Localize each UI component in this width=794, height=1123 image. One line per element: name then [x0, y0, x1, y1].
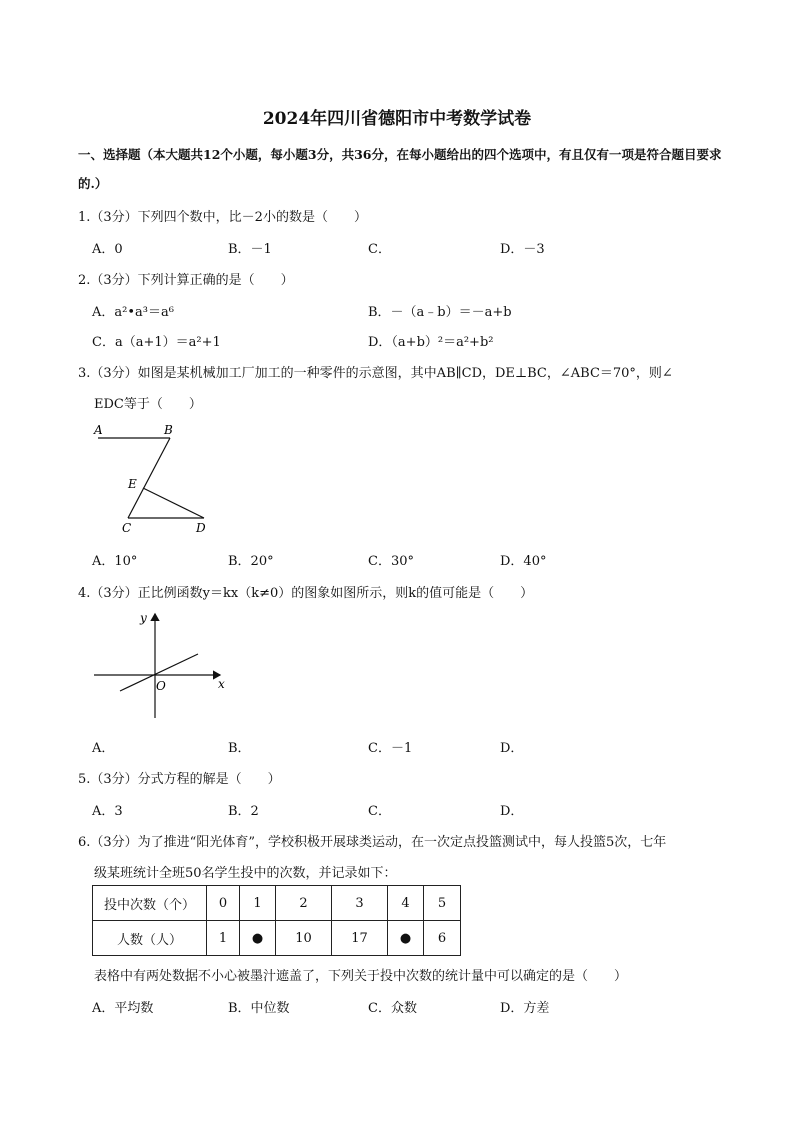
q6-option-d: D．方差	[500, 1001, 550, 1016]
table-cell: 1	[207, 921, 240, 956]
question-1-stem: 1.（3分）下列四个数中，比－2小的数是（ ）	[78, 210, 367, 225]
table-cell: 3	[332, 886, 388, 921]
q2-option-a: A．a²•a³＝a⁶	[92, 305, 174, 320]
label-d: D	[196, 521, 206, 535]
table-cell: 17	[332, 921, 388, 956]
question-3-stem-line1: 3.（3分）如图是某机械加工厂加工的一种零件的示意图，其中AB∥CD，DE⊥BC，∠ABC＝70°，则∠	[78, 366, 673, 381]
q3-option-c: C．30°	[368, 554, 414, 569]
q1-option-c: C．	[368, 242, 391, 257]
q5-option-a: A．3	[92, 804, 123, 819]
table-cell: 0	[207, 886, 240, 921]
q2-option-c: C．a（a+1）＝a²+1	[92, 335, 221, 350]
question-6-stem-line1: 6.（3分）为了推进“阳光体育”，学校积极开展球类运动，在一次定点投篮测试中，每人投篮5次，七年	[78, 835, 667, 850]
q4-option-a: A．	[92, 741, 115, 756]
table-header-cell: 投中次数（个）	[93, 886, 207, 921]
q3-option-a: A．10°	[92, 554, 138, 569]
q3-option-d: D．40°	[500, 554, 547, 569]
q1-option-d: D．－3	[500, 242, 545, 257]
question-6-stem-line2: 级某班统计全班50名学生投中的次数，并记录如下：	[94, 866, 397, 881]
label-x: x	[218, 677, 225, 691]
table-cell: ●	[388, 921, 424, 956]
q6-option-c: C．众数	[368, 1001, 417, 1016]
table-cell: 10	[276, 921, 332, 956]
question-6-note: 表格中有两处数据不小心被墨汁遮盖了，下列关于投中次数的统计量中可以确定的是（ ）	[94, 969, 628, 984]
q4-figure	[90, 608, 240, 723]
q4-option-d: D．	[500, 741, 524, 756]
label-c: C	[122, 521, 132, 535]
page-title: 2024年四川省德阳市中考数学试卷	[262, 109, 532, 129]
table-cell: 4	[388, 886, 424, 921]
q5-option-d: D．	[500, 804, 524, 819]
table-cell: 1	[240, 886, 276, 921]
table-cell: 6	[424, 921, 461, 956]
q5-option-b: B．2	[228, 804, 259, 819]
q4-option-b: B．	[228, 741, 251, 756]
label-b: B	[164, 423, 173, 437]
q5-option-c: C．	[368, 804, 391, 819]
label-e: E	[128, 477, 137, 491]
q6-data-table	[92, 885, 461, 956]
question-4-stem: 4.（3分）正比例函数y＝kx（k≠0）的图象如图所示，则k的值可能是（ ）	[78, 586, 534, 601]
q3-option-b: B．20°	[228, 554, 274, 569]
q1-option-a: A．0	[92, 242, 123, 257]
label-origin: O	[156, 679, 166, 693]
q4-option-c: C．－1	[368, 741, 413, 756]
question-3-stem-line2: EDC等于（ ）	[94, 397, 202, 412]
segment-ed	[143, 488, 204, 518]
label-y: y	[140, 611, 147, 625]
q2-option-b: B．－（a﹣b）＝－a+b	[368, 305, 512, 320]
q2-option-d: D．（a+b）²＝a²+b²	[368, 335, 494, 350]
q6-option-a: A．平均数	[92, 1001, 154, 1016]
q3-figure	[88, 420, 218, 540]
q6-option-b: B．中位数	[228, 1001, 290, 1016]
question-2-stem: 2.（3分）下列计算正确的是（ ）	[78, 273, 294, 288]
table-cell: 5	[424, 886, 461, 921]
table-cell: 2	[276, 886, 332, 921]
label-a: A	[94, 423, 103, 437]
table-row	[93, 886, 461, 921]
q1-option-b: B．－1	[228, 242, 272, 257]
table-header-cell: 人数（人）	[93, 921, 207, 956]
question-5-stem: 5.（3分）分式方程的解是（ ）	[78, 772, 281, 787]
section-heading: 一、选择题（本大题共12个小题，每小题3分，共36分，在每小题给出的四个选项中，有且仅有一项是符合题目要求的.）	[78, 147, 722, 191]
table-cell: ●	[240, 921, 276, 956]
table-row	[93, 921, 461, 956]
